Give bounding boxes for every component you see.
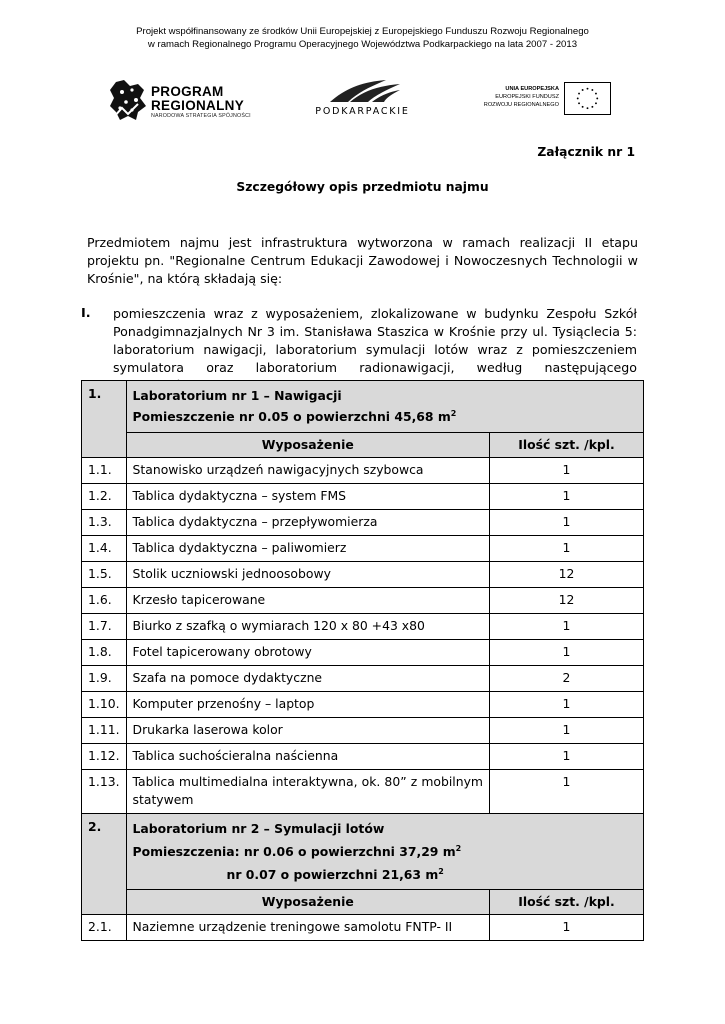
row-equipment-name: Krzesło tapicerowane (126, 588, 489, 614)
lab2-title: Laboratorium nr 2 – Symulacji lotów (132, 821, 385, 836)
row-equipment-name: Naziemne urządzenie treningowe samolotu FNTP- II (126, 915, 489, 941)
nss-text: NARODOWA STRATEGIA SPÓJNOŚCI (151, 113, 251, 119)
row-equipment-name: Biurko z szafką o wymiarach 120 x 80 +43 x80 (126, 614, 489, 640)
row-equipment-name: Fotel tapicerowany obrotowy (126, 640, 489, 666)
table-row (82, 692, 644, 718)
cofinancing-line-2: w ramach Regionalnego Programu Operacyjnego Województwa Podkarpackiego na lata 2007 - 2013 (147, 38, 578, 50)
lab1-columns-row (82, 433, 644, 458)
lab2-header-row (82, 814, 644, 890)
lab1-room-sup: 2 (450, 408, 457, 418)
row-quantity: 1 (490, 718, 644, 744)
program-regionalny-mark-icon (108, 78, 148, 122)
intro-paragraph: Przedmiotem najmu jest infrastruktura wytworzona w ramach realizacji II etapu projektu pn. "Regionalne Centrum Edukacji Zawodowej i Nowoczesnych Technologii w Krośnie", na którą składają się: (87, 235, 638, 286)
logo-bar (0, 76, 725, 126)
row-equipment-name: Drukarka laserowa kolor (126, 718, 489, 744)
eu-line-1: UNIA EUROPEJSKA (505, 86, 559, 92)
cofinancing-line-1: Projekt współfinansowany ze środków Unii Europejskiej z Europejskiego Funduszu Rozwoju Regionalnego (136, 26, 589, 37)
item-description: pomieszczenia wraz z wyposażeniem, zlokalizowane w budynku Zespołu Szkół Ponadgimnazjalnych Nr 3 im. Stanisława Staszica w Krośnie przy ul. Tysiąclecia 5: laboratorium nawigacji, laboratorium symulacji lotów wraz z pomieszczeniem symulatora oraz laboratorium radionawigacji, według następującego (113, 306, 637, 375)
row-number: 1.5. (82, 562, 127, 588)
lab2-room-2-sup: 2 (438, 866, 444, 876)
lab2-rows (82, 915, 644, 941)
row-number: 1.3. (82, 510, 127, 536)
program-regionalny-logo (108, 78, 278, 124)
lab1-col-equipment: Wyposażenie (126, 433, 489, 458)
table-row (82, 614, 644, 640)
row-quantity: 1 (490, 484, 644, 510)
eu-logo (478, 82, 613, 118)
lab2-room-1-text: Pomieszczenia: nr 0.06 o powierzchni 37,29 m (132, 844, 456, 859)
row-equipment-name: Tablica dydaktyczna – paliwomierz (126, 536, 489, 562)
lab2-col-qty: Ilość szt. /kpl. (490, 890, 644, 915)
table-row (82, 510, 644, 536)
podkarpackie-logo (310, 78, 415, 122)
lab2-room-1 (133, 840, 637, 863)
lab1-col-qty: Ilość szt. /kpl. (490, 433, 644, 458)
table-row (82, 640, 644, 666)
equipment-table (81, 380, 644, 941)
row-number: 1.8. (82, 640, 127, 666)
row-number: 1.9. (82, 666, 127, 692)
row-number: 1.12. (82, 744, 127, 770)
row-equipment-name: Szafa na pomoce dydaktyczne (126, 666, 489, 692)
podkarpackie-text: PODKARPACKIE (315, 106, 410, 117)
row-quantity: 1 (490, 692, 644, 718)
row-quantity: 1 (490, 510, 644, 536)
eu-text (478, 85, 559, 110)
table-row (82, 536, 644, 562)
lab2-header-cell (126, 814, 643, 890)
row-quantity: 1 (490, 915, 644, 941)
row-equipment-name: Komputer przenośny – laptop (126, 692, 489, 718)
row-quantity: 12 (490, 562, 644, 588)
row-number: 1.4. (82, 536, 127, 562)
program-text: PROGRAM (151, 84, 224, 99)
row-quantity: 1 (490, 770, 644, 814)
eu-line-2: EUROPEJSKI FUNDUSZ (495, 94, 559, 101)
lab2-room-2-text: nr 0.07 o powierzchni 21,63 m (226, 867, 439, 882)
row-number: 1.6. (82, 588, 127, 614)
table-row (82, 458, 644, 484)
row-number: 1.7. (82, 614, 127, 640)
table-row (82, 744, 644, 770)
lab2-columns-row (82, 890, 644, 915)
lab2-room-2 (133, 863, 637, 886)
row-number: 1.11. (82, 718, 127, 744)
row-quantity: 1 (490, 744, 644, 770)
annex-label: Załącznik nr 1 (537, 145, 635, 159)
row-equipment-name: Tablica dydaktyczna – system FMS (126, 484, 489, 510)
lab1-header-cell (126, 381, 643, 433)
cofinancing-header (0, 26, 725, 51)
item-number: I. (81, 306, 91, 321)
lab1-number: 1. (82, 381, 127, 458)
table-row (82, 770, 644, 814)
document-title: Szczegółowy opis przedmiotu najmu (236, 180, 489, 194)
lab2-room-1-sup: 2 (455, 843, 462, 853)
row-quantity: 12 (490, 588, 644, 614)
row-quantity: 2 (490, 666, 644, 692)
lab1-header-row (82, 381, 644, 433)
table-row (82, 484, 644, 510)
eu-flag-icon (564, 82, 611, 115)
row-quantity: 1 (490, 614, 644, 640)
row-equipment-name: Tablica suchościeralna naścienna (126, 744, 489, 770)
row-number: 1.10. (82, 692, 127, 718)
row-number: 1.1. (82, 458, 127, 484)
lab1-room-text: Pomieszczenie nr 0.05 o powierzchni 45,68 m (132, 409, 451, 424)
lab2-number: 2. (82, 814, 127, 915)
table-row (82, 588, 644, 614)
table-row (82, 718, 644, 744)
lab2-col-equipment: Wyposażenie (126, 890, 489, 915)
table-row (82, 562, 644, 588)
row-quantity: 1 (490, 640, 644, 666)
lab1-rows (82, 458, 644, 814)
podkarpackie-mountains-icon (328, 78, 402, 104)
row-equipment-name: Tablica multimedialna interaktywna, ok. 80” z mobilnym statywem (126, 770, 489, 814)
table-row (82, 915, 644, 941)
row-equipment-name: Stolik uczniowski jednoosobowy (126, 562, 489, 588)
lab1-room (133, 406, 637, 427)
lab1-title: Laboratorium nr 1 – Nawigacji (132, 388, 342, 403)
row-equipment-name: Tablica dydaktyczna – przepływomierza (126, 510, 489, 536)
regionalny-text: REGIONALNY (151, 98, 245, 113)
eu-line-3: ROZWOJU REGIONALNEGO (483, 102, 559, 109)
row-equipment-name: Stanowisko urządzeń nawigacyjnych szybowca (126, 458, 489, 484)
row-quantity: 1 (490, 536, 644, 562)
row-number: 1.13. (82, 770, 127, 814)
row-number: 2.1. (82, 915, 127, 941)
table-row (82, 666, 644, 692)
row-quantity: 1 (490, 458, 644, 484)
row-number: 1.2. (82, 484, 127, 510)
